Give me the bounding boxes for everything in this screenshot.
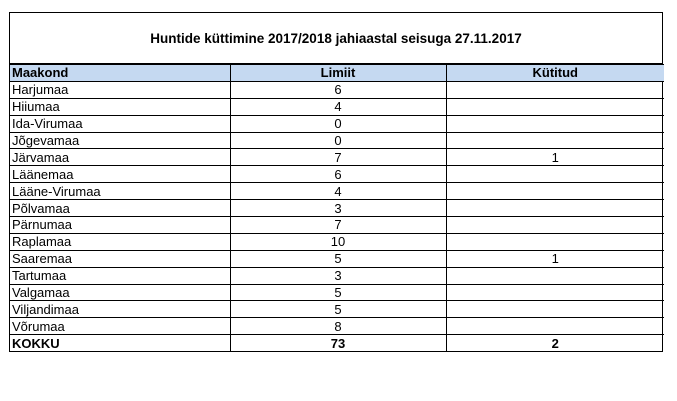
kytitud-cell bbox=[446, 132, 664, 149]
limiit-cell: 5 bbox=[230, 301, 446, 318]
limiit-cell: 7 bbox=[230, 217, 446, 234]
maakond-cell: Jõgevamaa bbox=[10, 132, 230, 149]
kytitud-cell: 1 bbox=[446, 149, 664, 166]
maakond-cell: Viljandimaa bbox=[10, 301, 230, 318]
table-row bbox=[10, 267, 664, 284]
maakond-cell: Valgamaa bbox=[10, 284, 230, 301]
header-kytitud: Kütitud bbox=[446, 65, 664, 82]
kytitud-cell bbox=[446, 81, 664, 98]
maakond-cell: Tartumaa bbox=[10, 267, 230, 284]
table-row bbox=[10, 250, 664, 267]
maakond-cell: Saaremaa bbox=[10, 250, 230, 267]
maakond-cell: Lääne-Virumaa bbox=[10, 183, 230, 200]
kytitud-cell: 1 bbox=[446, 250, 664, 267]
maakond-cell: Hiiumaa bbox=[10, 98, 230, 115]
limiit-cell: 5 bbox=[230, 284, 446, 301]
limiit-cell: 3 bbox=[230, 267, 446, 284]
table-title: Huntide küttimine 2017/2018 jahiaastal seisuga 27.11.2017 bbox=[10, 13, 662, 64]
kytitud-cell: 2 bbox=[446, 335, 664, 351]
limiit-cell: 4 bbox=[230, 183, 446, 200]
table-row bbox=[10, 166, 664, 183]
limiit-cell: 0 bbox=[230, 115, 446, 132]
total-row bbox=[10, 335, 664, 351]
kytitud-cell bbox=[446, 183, 664, 200]
limiit-cell: 5 bbox=[230, 250, 446, 267]
kytitud-cell bbox=[446, 284, 664, 301]
data-table bbox=[10, 64, 664, 351]
kytitud-cell bbox=[446, 115, 664, 132]
maakond-cell: Põlvamaa bbox=[10, 200, 230, 217]
table-row bbox=[10, 115, 664, 132]
kytitud-cell bbox=[446, 233, 664, 250]
limiit-cell: 4 bbox=[230, 98, 446, 115]
limiit-cell: 0 bbox=[230, 132, 446, 149]
table-row bbox=[10, 149, 664, 166]
maakond-cell: Läänemaa bbox=[10, 166, 230, 183]
limiit-cell: 3 bbox=[230, 200, 446, 217]
limiit-cell: 7 bbox=[230, 149, 446, 166]
table-row bbox=[10, 284, 664, 301]
limiit-cell: 10 bbox=[230, 233, 446, 250]
limiit-cell: 73 bbox=[230, 335, 446, 351]
table-row bbox=[10, 301, 664, 318]
table-row bbox=[10, 132, 664, 149]
table-row bbox=[10, 183, 664, 200]
header-limiit: Limiit bbox=[230, 65, 446, 82]
maakond-cell: Raplamaa bbox=[10, 233, 230, 250]
maakond-cell: Võrumaa bbox=[10, 318, 230, 335]
kytitud-cell bbox=[446, 217, 664, 234]
kytitud-cell bbox=[446, 166, 664, 183]
maakond-cell: KOKKU bbox=[10, 335, 230, 351]
table-row bbox=[10, 200, 664, 217]
wolf-hunting-table bbox=[9, 12, 663, 352]
table-row bbox=[10, 81, 664, 98]
header-maakond: Maakond bbox=[10, 65, 230, 82]
kytitud-cell bbox=[446, 301, 664, 318]
kytitud-cell bbox=[446, 200, 664, 217]
maakond-cell: Harjumaa bbox=[10, 81, 230, 98]
maakond-cell: Pärnumaa bbox=[10, 217, 230, 234]
limiit-cell: 6 bbox=[230, 81, 446, 98]
maakond-cell: Järvamaa bbox=[10, 149, 230, 166]
header-row bbox=[10, 65, 664, 82]
kytitud-cell bbox=[446, 267, 664, 284]
maakond-cell: Ida-Virumaa bbox=[10, 115, 230, 132]
limiit-cell: 8 bbox=[230, 318, 446, 335]
table-row bbox=[10, 217, 664, 234]
kytitud-cell bbox=[446, 318, 664, 335]
table-row bbox=[10, 233, 664, 250]
table-row bbox=[10, 98, 664, 115]
kytitud-cell bbox=[446, 98, 664, 115]
table-row bbox=[10, 318, 664, 335]
limiit-cell: 6 bbox=[230, 166, 446, 183]
